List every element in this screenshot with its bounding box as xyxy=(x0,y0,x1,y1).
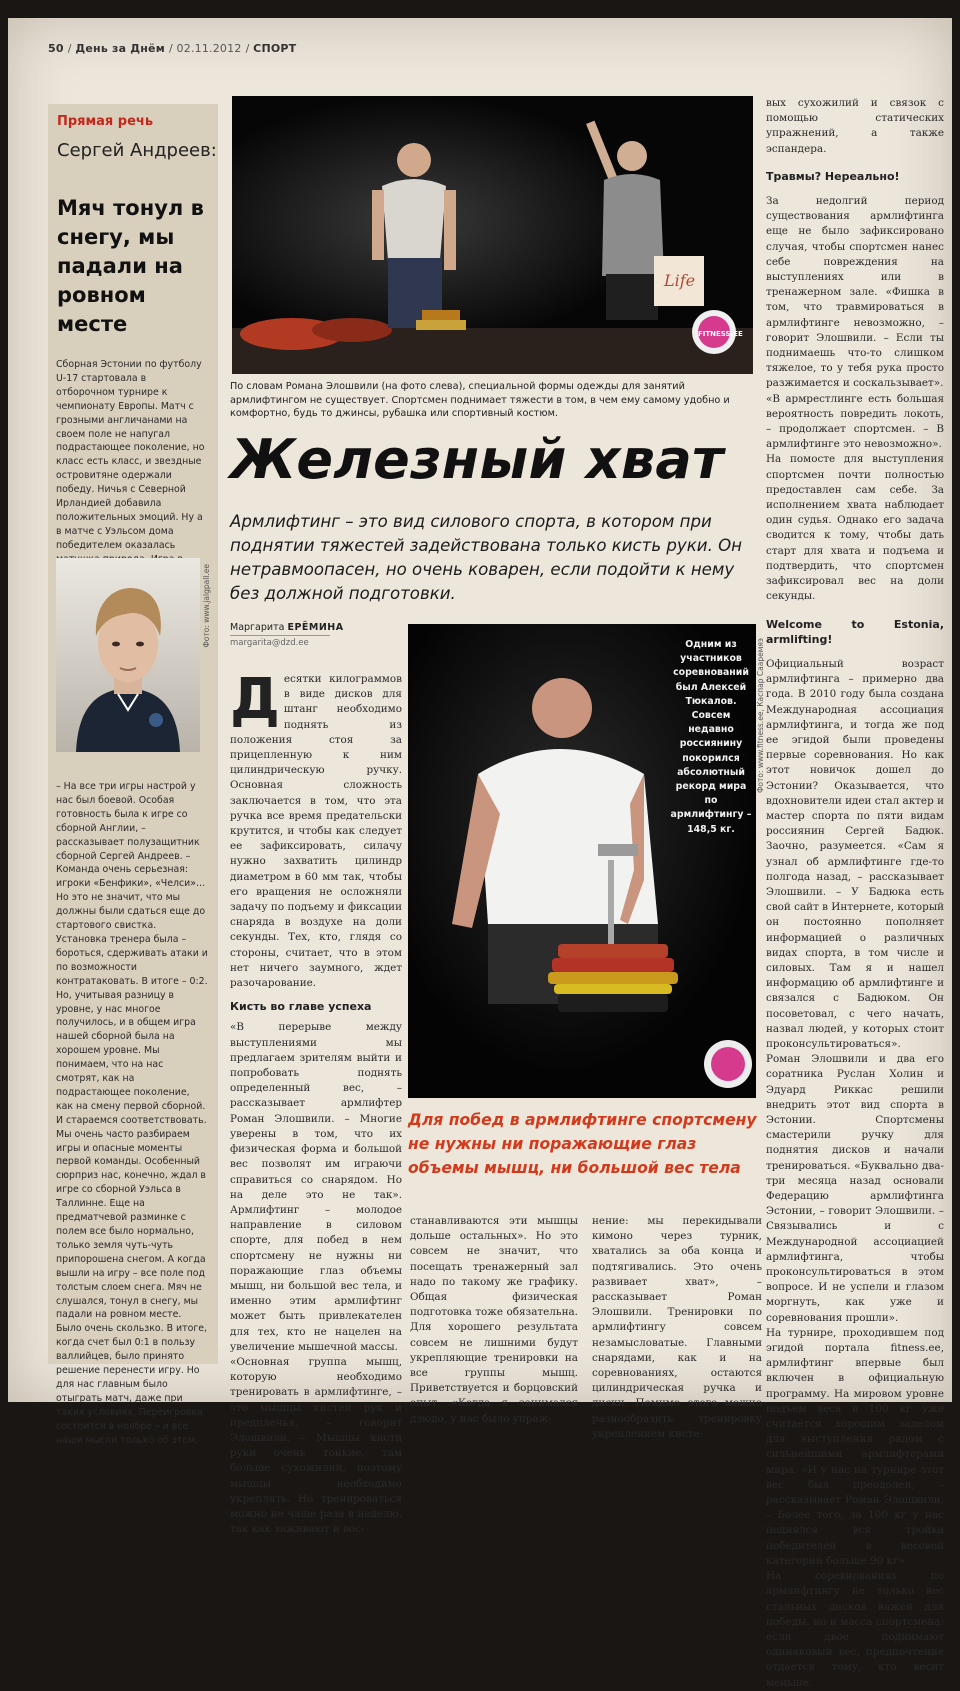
col1-paragraph-1: есятки килограммов в виде дисков для штанг необходимо поднять из положения стоя за прицепленную к ним цилиндрическую ручку. Основная сложность заключается в том, что эта ручка все время предательски крутится, и чтобы как следует ее зафиксировать, силачу нужно захватить цилиндр диаметром в 60 мм так, чтобы его вращения не осложняли задачу по подъему и фиксации снаряда в воздухе на доли секунды. Тех, кто, глядя со стороны, считает, что в этом нет ничего заумного, ждет разочарование. xyxy=(230,673,402,990)
subheading-welcome: Welcome to Estonia, armlifting! xyxy=(766,617,944,646)
section-rubric: СПОРТ xyxy=(253,42,297,55)
col4-paragraph-5: Официальный возраст армлифтинга – примерно два года. В 2010 году была создана Международная ассоциация армлифтинга, и тогда же под ее эгидой были проведены первые соревнования. Но как этот новичок дошел до Эстонии? Оказывается, что вдохновители идеи стал актер и мастер спорта по пяти видам россиянин Сергей Бадюк. Заочно, разумеется. «Сам я узнал об армлифтинге где-то полгода назад, – рассказывает Элошвили. – У Бадюка есть свой сайт в Интернете, который он постоянно пополняет информацией о различных видах спорта, в том числе и силовых. Там я и нашел информацию об армлифтинге и связался с Бадюком. Он посоветовал, с чего начать, назвал людей, у которых стоит проконсультироваться». xyxy=(766,657,945,1050)
article-author xyxy=(230,622,344,633)
sidebar-body-text: – На все три игры настрой у нас был боевой. Особая готовность была к игре со сборной Англии, – рассказывает полузащитник сборной Сергей Андреев. – Команда очень серьезная: игроки «Бенфики», «Челси»... Но это не значит, что мы должны были сдаться еще до стартового свистка. Установка тренера была – бороться, сдерживать атаки и по возможности контратаковать. В итоге – 0:2. Но, учитывая разницу в уровне, у нас многое получилось, и в общем игра нашей сборной была на хорошем уровне. Мы понимаем, что на нас смотрят, как на подрастающее поколение, как на смену первой сборной. И стараемся соответствовать. Мы очень часто разбираем игры и опасные моменты первой команды. Особенный сюрприз нас, конечно, ждал в игре со сборной Уэльса в Таллинне. Еще на предматчевой разминке с полем все было нормально, только земля чуть-чуть припорошена снегом. А когда вышли на игру – все поле под толстым слоем снега. Мяч не слушался, тонул в снегу, мы падали на ровном месте. Было очень скользко. В итоге, когда счет был 0:1 в пользу валлийцев, было принято решение перенести игру. Но для нас главным было отыграть матч, даже при таких условиях. Переигровка состоится в ноябре – и все наши мысли только об этом. xyxy=(56,781,208,1446)
newspaper-page xyxy=(8,18,952,1689)
sidebar-person-name: Сергей Андреев: xyxy=(57,140,217,161)
player-photo-credit: Фото: www.jalgpall.ee xyxy=(202,564,211,648)
fitness-logo-text: FITNESS.EE xyxy=(698,330,743,338)
record-photo-credit: Фото: www.fitness.ee, Каспар Сааремяэ xyxy=(756,638,765,794)
col4-paragraph-4: На помосте для выступления спортсмен почти полностью предоставлен сам себе. За исполнением хвата наблюдает один судья. Однако его задача сводится к тому, чтобы дать старт для хвата и подъема и подтвердить, что спортсмен зафиксировал вес на доли секунды. xyxy=(766,453,944,603)
top-photo-caption: По словам Романа Элошвили (на фото слева), специальной формы одежды для занятий армлифтингом не существует. Спортсмен поднимает тяжести в том, в чем ему самому удобно и комфортно, будь то джинсы, рубашка или спортивный костюм. xyxy=(230,381,730,420)
sidebar-rubric: Прямая речь xyxy=(57,114,154,129)
author-first-name: Маргарита xyxy=(230,622,285,633)
subheading-injuries: Травмы? Нереально! xyxy=(766,169,900,183)
page-header: 50 / День за Днём / 02.11.2012 / СПОРТ xyxy=(48,42,297,55)
col4-paragraph-2: За недолгий период существования армлифтинга еще не было зафиксировано случая, чтобы спортсмен нанес себе повреждения на выступлениях или в тренажерном зале. «Фишка в том, что травмироваться в армлифтинге невозможно, – говорит Элошвили. – Если ты поднимаешь что-то слишком тяжелое, то у тебя рука просто разжимается и соскальзывает». xyxy=(766,195,944,390)
article-title: Железный хват xyxy=(230,428,724,491)
col4-paragraph-6: Роман Элошвили и два его соратника Руслан Холин и Эдуард Риккас решили внедрить этот вид спорта в Эстонии. Спортсмены смастерили ручку для поднятия дисков и начали тренироваться. «Буквально два-три месяца назад основали Федерацию армлифтинга Эстонии, – говорит Элошвили. – Связывались и с Международной ассоциацией армлифтинга, чтобы проконсультироваться в этом вопросе. И не успели и глазом моргнуть, как уже и соревнования прошли». xyxy=(766,1053,944,1324)
banner-life-text: Life xyxy=(664,271,696,290)
article-lead: Армлифтинг – это вид силового спорта, в котором при поднятии тяжестей задействована только кисть руки. Он нетравмоопасен, но очень коварен, если подойти к нему без должной подготовки. xyxy=(230,512,743,603)
author-last-name: ЕРЁМИНА xyxy=(287,622,344,633)
subheading-grip: Кисть во главе успеха xyxy=(230,1000,372,1014)
author-email: margarita@dzd.ee xyxy=(230,638,309,648)
col4-paragraph-8: На соревнованиях по армлифтингу не только вес стальных дисков важен для победы, но и масса спортсмена: если двое поднимают одинаковый вес, предпочтение отдается тому, кто весит меньше. xyxy=(766,1570,944,1689)
page-number: 50 xyxy=(48,42,64,55)
article-column-1 xyxy=(230,667,402,1537)
col1-paragraph-3: «Основная группа мышц, которую необходимо тренировать в армлифтинге, – это мышцы кистей рук и предплечья, – говорит Элошвили. – Мышцы кисти руки очень тонкие, там больше сухожилий, поэтому мышцы необходимо укреплять. Но тренироваться можно не чаще раза в неделю, так как заживают и вос- xyxy=(230,1355,402,1536)
article-column-4 xyxy=(766,96,944,1691)
pull-quote: Для побед в армлифтинге спортсмену не нужны ни поражающие глаз объемы мышц, ни большой вес тела xyxy=(408,1111,757,1177)
author-divider xyxy=(230,635,330,636)
drop-cap: Д xyxy=(230,667,280,732)
publication-name: День за Днём xyxy=(75,42,165,55)
col4-paragraph-7: На турнире, проходившем под эгидой портала fitness.ee, армлифтинг впервые был включен в официальную программу. На мировом уровне подъем веса в 100 кг уже считается хорошим заделом для выступления рядом с сильнейшими армлифтерами мира. «И у нас на турнире этот вес был преодолен, – рассказывает Роман Элошвили. – Более того, за 100 кг у нас поднялся вся тройка победителей в весовой категории больше 90 кг». xyxy=(766,1326,944,1567)
article-column-3: нение: мы перекидывали кимоно через турник, хватались за оба конца и подтягивались. Это очень развивает хват», – рассказывает Роман Элошвили. Тренировки по армлифтингу совсем незамысловатые. Главными снарядами, как и на соревнованиях, остаются цилиндрическая ручка и диски. Помимо этого можно разнообразить тренировку укреплением кисте- xyxy=(592,1215,762,1440)
sidebar-intro: Сборная Эстонии по футболу U-17 стартовала в отборочном турнире к чемпионату Европы. Матч с грозными англичанами на своем поле не напугал подрастающее поколение, но класс есть класс, и звездные островитяне одержали победу. Ничья с Северной Ирландией добавила положительных эмоций. Ну а в матче с Уэльсом дома победителем оказалась xyxy=(56,359,205,551)
sidebar-headline: Мяч тонул в снегу, мы падали на ровном месте xyxy=(57,196,204,336)
armlifting-stage-photo xyxy=(232,96,753,374)
col1-paragraph-2: «В перерыве между выступлениями мы предлагаем зрителям выйти и попробовать поднять определенный вес, – рассказывает армлифтер Роман Элошвили. – Многие уверены в том, что их физическая форма и большой вес позволят им играючи справиться со снарядом. Но на деле это не так». Армлифтинг – молодое направление в силовом спорте, для побед в нем спортсмену не нужны ни поражающие глаз объемы мышц, ни большой вес тела, и именно этим армлифтинг может быть привлекателен для тех, кто не нацелен на увеличение мышечной массы. xyxy=(230,1021,402,1353)
col4-paragraph-1: вых сухожилий и связок с помощью статических упражнений, а также эспандера. xyxy=(766,97,944,155)
article-column-2: станавливаются эти мышцы дольше остальных». Но это совсем не значит, что посещать тренажерный зал надо по такому же графику. Общая физическая подготовка тоже обязательна. Для хорошего результата совсем не лишними будут укрепляющие тренировки на все группы мышц. Приветствуется и борцовский опыт. «Когда я занимался дзюдо, у нас было упраж- xyxy=(410,1215,578,1425)
col4-paragraph-3: «В армрестлинге есть большая вероятность повредить локоть, – продолжает спортсмен. – В армлифтинге это невозможно». xyxy=(766,392,944,451)
record-photo-caption: Одним из участников соревнований был Алексей Тюкалов. Совсем недавно россиянину покорился абсолютный рекорд мира по армлифтингу – 148,5 кг. xyxy=(670,639,752,835)
player-photo xyxy=(56,558,200,752)
issue-date: 02.11.2012 xyxy=(176,42,242,55)
